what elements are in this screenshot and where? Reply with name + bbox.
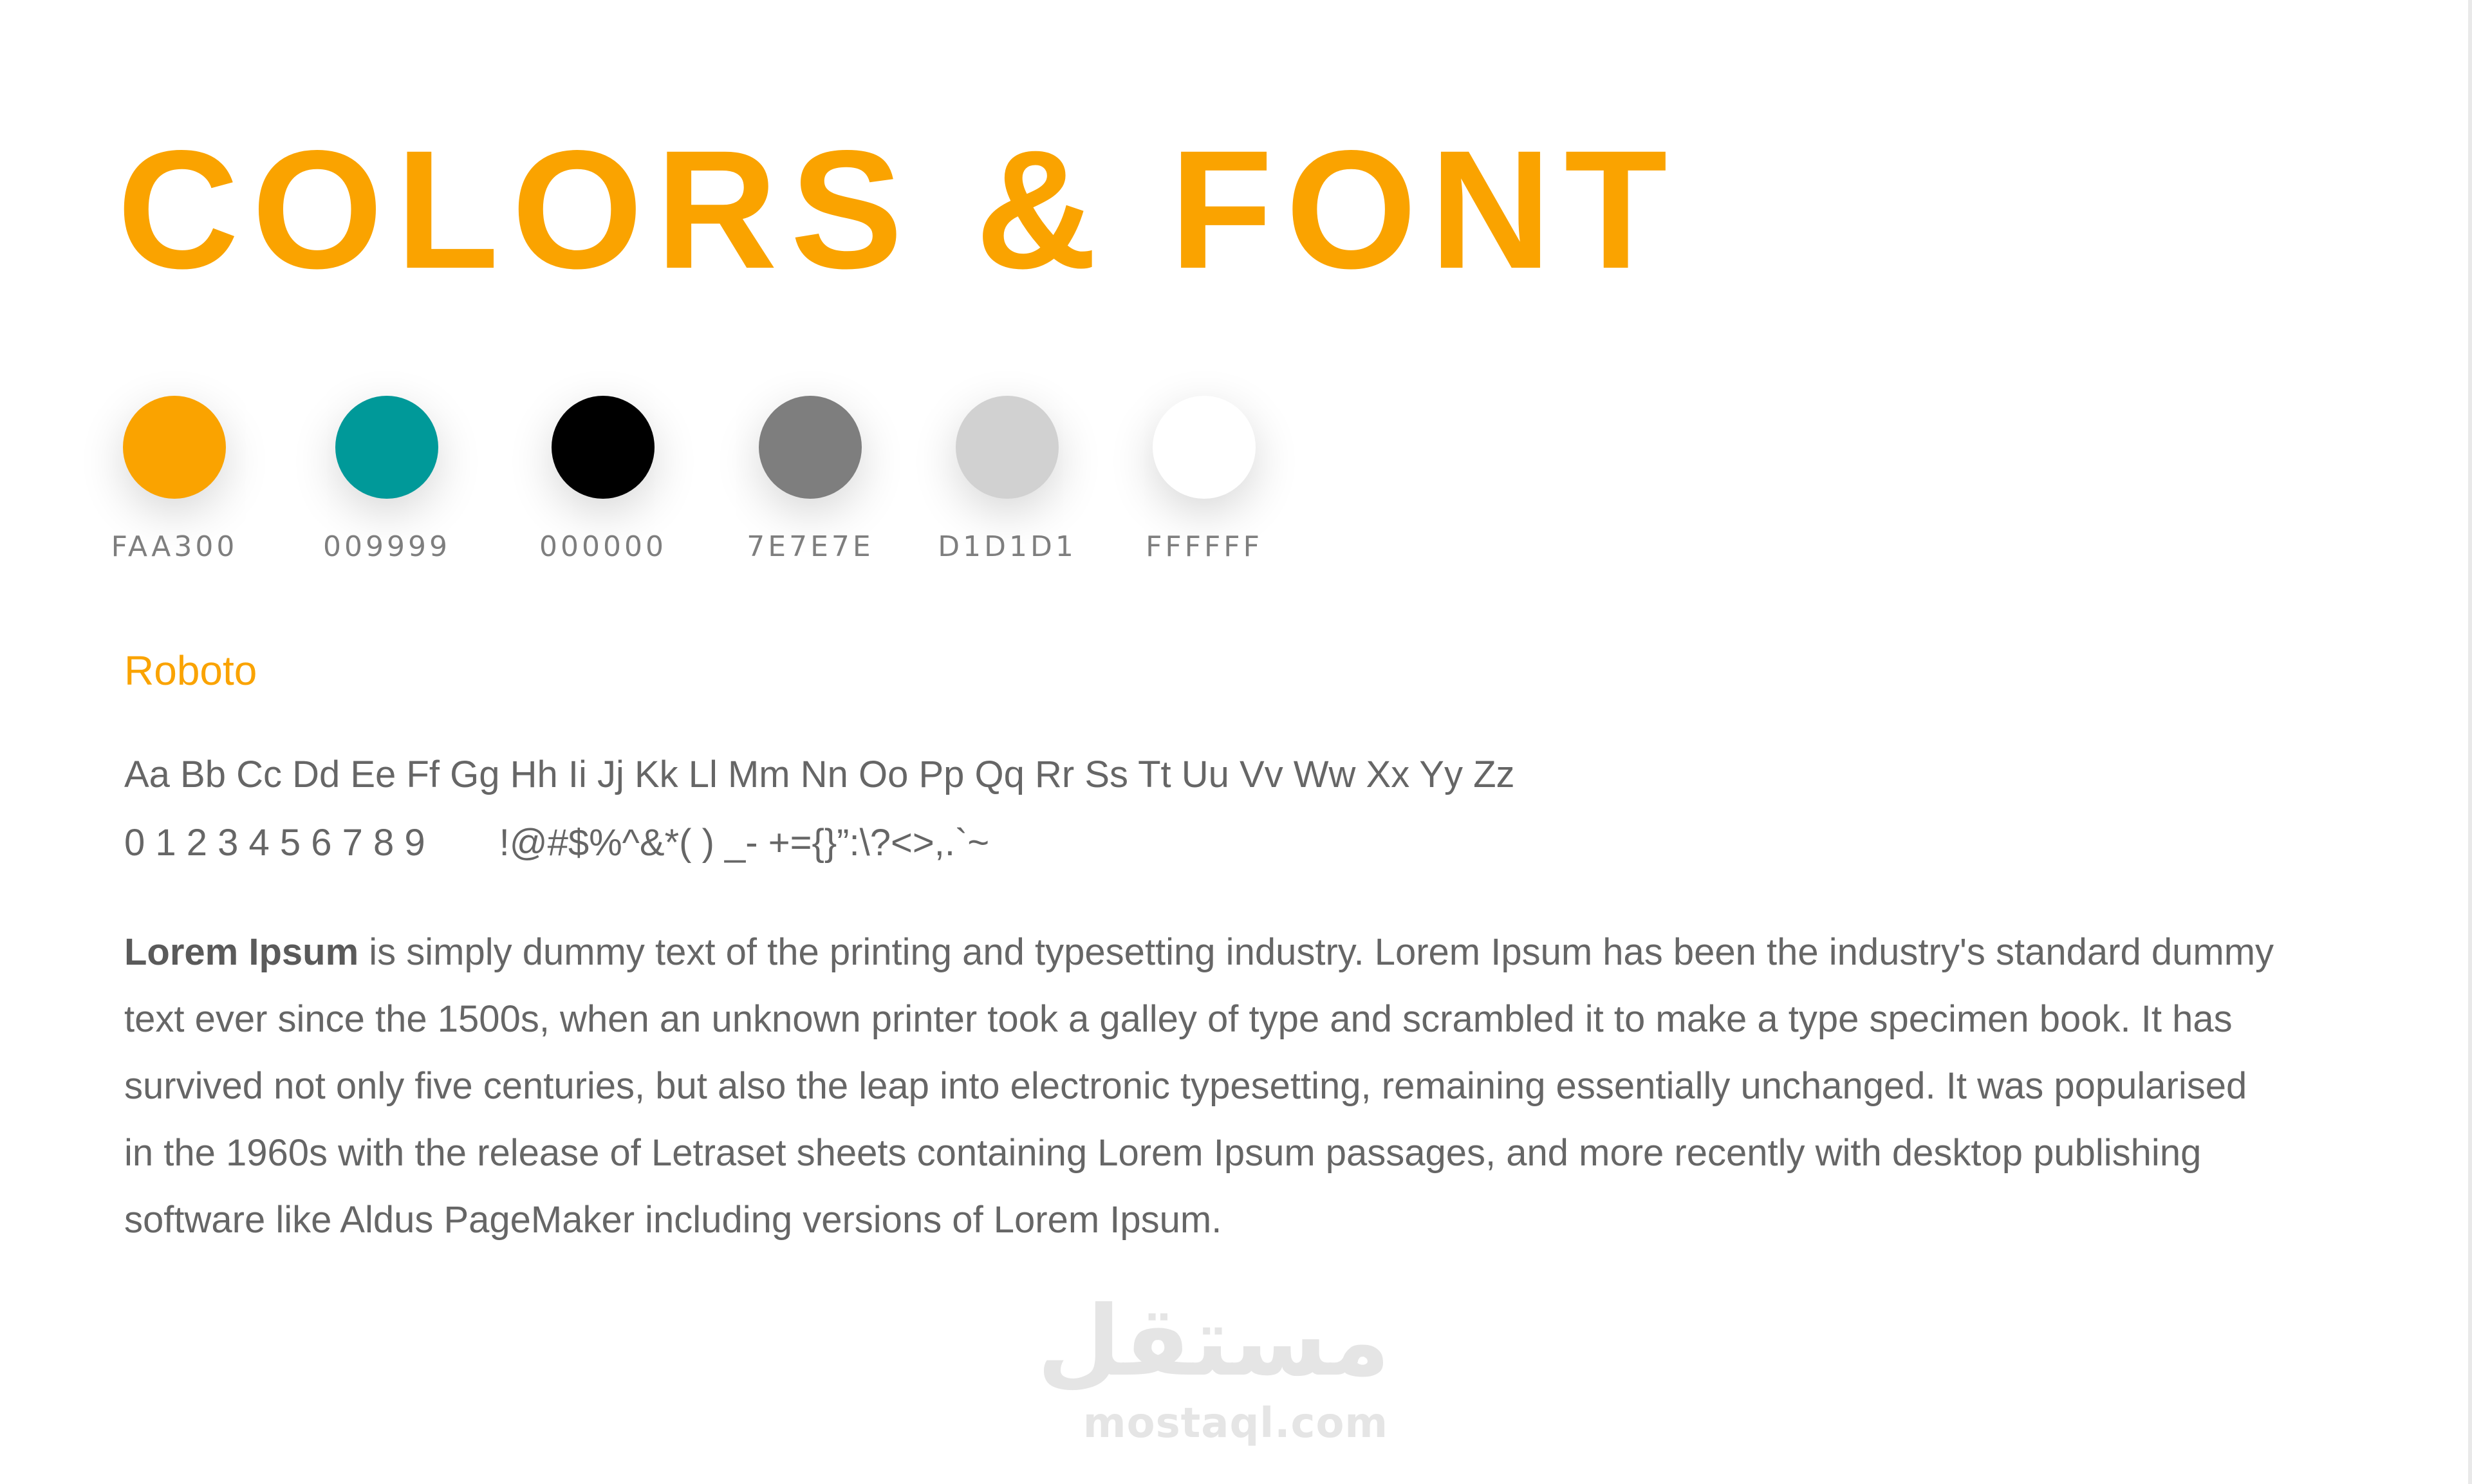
color-circle: [335, 396, 438, 499]
swatch-light-gray: [924, 396, 1091, 589]
alphabet-sample: Aa Bb Cc Dd Ee Ff Gg Hh Ii Jj Kk Ll Mm Nn Oo Pp Qq Rr Ss Tt Uu Vv Ww Xx Yy Zz: [124, 754, 1515, 795]
font-name-heading: Roboto: [124, 647, 257, 694]
sample-lead: Lorem Ipsum: [124, 931, 359, 973]
digits-sample: [124, 824, 989, 862]
page-edge-divider: [2468, 0, 2472, 1484]
swatch-black: [519, 396, 687, 589]
swatch-teal: [303, 396, 470, 589]
color-hex-label: 000000: [539, 530, 667, 563]
swatch-white: [1120, 396, 1288, 589]
page-title: COLORS & FONT: [117, 115, 1680, 304]
color-hex-label: FAA300: [111, 530, 238, 563]
swatch-orange: [91, 396, 258, 589]
digits: 0 1 2 3 4 5 6 7 8 9: [124, 822, 425, 864]
color-circle: [123, 396, 226, 499]
color-hex-label: FFFFFF: [1146, 530, 1263, 563]
watermark-domain-text: mostaql.com: [1083, 1400, 1389, 1447]
color-hex-label: 7E7E7E: [747, 530, 874, 563]
watermark-logo: [1037, 1286, 1390, 1454]
color-circle: [759, 396, 862, 499]
color-circle: [1153, 396, 1256, 499]
color-circle: [552, 396, 655, 499]
sample-paragraph: [124, 919, 2280, 1254]
swatch-gray: [727, 396, 894, 589]
color-hex-label: D1D1D1: [938, 530, 1077, 563]
sample-body: is simply dummy text of the printing and typesetting industry. Lorem Ipsum has been the industry's standard dummy text ever since the 1500s, when an unknown printer took a galley of type and scrambled it to make a type specimen book. It has survived not only five centuries, but also the leap into electronic typesetting, remaining essentially unchanged. It was popularised in the 1960s with the release of Letraset sheets containing Lorem Ipsum passages, and more recently with desktop publishing software like Aldus PageMaker including versions of Lorem Ipsum.: [124, 931, 2274, 1241]
symbols: !@#$%^&*( ) _- +={}”:\?<>,.`~: [499, 822, 990, 864]
color-hex-label: 009999: [323, 530, 451, 563]
color-circle: [956, 396, 1059, 499]
watermark-arabic-text: مستقل: [1037, 1286, 1390, 1398]
